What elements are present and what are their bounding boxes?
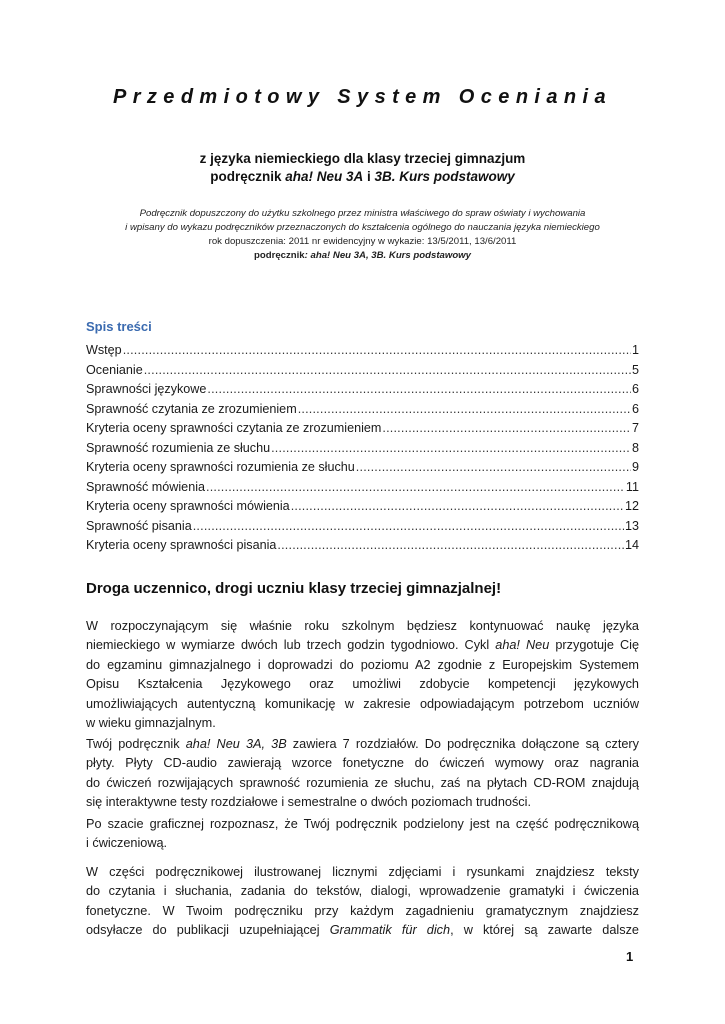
document-subtitle: [0, 150, 725, 186]
text-line: do ćwiczeń rozwijających sprawność rozumienia ze słuchu, zaś na płytach CD-ROM znajdują: [86, 775, 639, 790]
text-span: odsyłacze do publikacji uzupełniającej: [86, 923, 330, 938]
toc-leader-dots: [298, 400, 631, 420]
toc-entry-page[interactable]: 1: [631, 343, 639, 357]
section-heading: Droga uczennico, drogi uczniu klasy trzeciej gimnazjalnej!: [86, 580, 502, 597]
text-span: niemieckiego w wymiarze dwóch lub trzech godzin tygodniowo. Cykl: [86, 638, 496, 653]
toc-entry-page[interactable]: 13: [624, 518, 639, 533]
toc-entry[interactable]: [86, 419, 639, 439]
toc-entry-label[interactable]: Wstęp: [86, 343, 122, 357]
toc-entry[interactable]: [86, 497, 639, 517]
paragraph-structure: [86, 815, 639, 854]
paragraph-textbook: [86, 735, 639, 813]
approval-line-4: [0, 249, 725, 263]
toc-entry[interactable]: [86, 380, 639, 400]
approval-line-2: i wpisany do wykazu podręczników przeznaczonych do kształcenia ogólnego do nauczania języka niemieckiego: [125, 222, 600, 233]
paragraph-intro: [86, 617, 639, 733]
toc-entry-page[interactable]: 5: [631, 362, 639, 377]
toc-leader-dots: [123, 341, 631, 361]
book-title: 3B. Kurs podstawowy: [374, 169, 515, 184]
subtitle-text: i: [363, 169, 375, 184]
text-line: W rozpoczynającym się właśnie roku szkolnym będziesz kontynuować naukę języka: [86, 619, 639, 633]
text-line: umożliwiających autentyczną komunikację w zakresie odpowiadającym potrzebom uczniów: [86, 696, 639, 711]
toc-leader-dots: [277, 536, 624, 556]
toc-leader-dots: [356, 458, 631, 478]
text-line: do czytania i słuchania, zadania do tekstów, dialogi, wprowadzenie gramatyki i ćwiczenia: [86, 884, 639, 899]
book-title: : aha! Neu 3A, 3B. Kurs podstawowy: [304, 250, 471, 261]
book-title: aha! Neu 3A: [285, 169, 364, 184]
text-span: , w której są zawarte dalsze: [450, 923, 639, 938]
page-number: 1: [626, 949, 634, 964]
approval-text: podręcznik: [254, 250, 305, 261]
subtitle-text: podręcznik: [210, 169, 286, 184]
toc-entry[interactable]: [86, 341, 639, 361]
toc-leader-dots: [271, 439, 631, 459]
toc-entry-label[interactable]: Sprawność pisania: [86, 518, 192, 533]
toc-entry[interactable]: [86, 439, 639, 459]
toc-entry-label[interactable]: Ocenianie: [86, 362, 143, 377]
toc-leader-dots: [144, 361, 631, 381]
toc-entry[interactable]: [86, 536, 639, 556]
toc-entry-page[interactable]: 6: [631, 401, 639, 416]
toc-entry[interactable]: [86, 478, 639, 498]
toc-entry[interactable]: [86, 517, 639, 537]
toc-leader-dots: [382, 419, 631, 439]
toc-entry-page[interactable]: 9: [631, 460, 639, 474]
book-title: aha! Neu 3A, 3B: [185, 737, 287, 751]
text-line: się interaktywne testy rozdziałowe i semestralne o dwóch poziomach trudności.: [86, 795, 531, 810]
text-span: Twój podręcznik: [86, 737, 186, 751]
approval-note: [0, 207, 725, 263]
toc-entry-page[interactable]: 8: [631, 440, 639, 455]
table-of-contents: [86, 341, 639, 556]
toc-leader-dots: [207, 380, 631, 400]
text-line: do egzaminu gimnazjalnego i doprowadzi do poziomu A2 zgodnie z Europejskim Systemem: [86, 657, 639, 672]
toc-entry-page[interactable]: 6: [631, 382, 639, 396]
toc-entry-label[interactable]: Sprawność mówienia: [86, 479, 205, 494]
text-line: Po szacie graficznej rozpoznasz, że Twój podręcznik podzielony jest na część podręcznikową: [86, 817, 639, 831]
toc-entry[interactable]: [86, 361, 639, 381]
text-line: [86, 735, 639, 754]
document-title: Przedmiotowy System Oceniania: [112, 86, 613, 108]
text-line: Opisu Kształcenia Językowego oraz umożliwi zdobycie kompetencji językowych: [86, 677, 639, 692]
toc-entry-label[interactable]: Kryteria oceny sprawności czytania ze zrozumieniem: [86, 421, 382, 435]
toc-entry-label[interactable]: Sprawność rozumienia ze słuchu: [86, 440, 271, 455]
paragraph-textbook-part: [86, 863, 639, 941]
toc-entry-page[interactable]: 14: [624, 538, 639, 552]
text-line: płyty. Płyty CD-audio zawierają wzorce fonetyczne do ćwiczeń wymowy oraz nagrania: [86, 756, 639, 771]
toc-entry[interactable]: [86, 400, 639, 420]
text-line: [86, 636, 639, 655]
toc-entry-label[interactable]: Kryteria oceny sprawności rozumienia ze słuchu: [86, 460, 355, 474]
toc-entry[interactable]: [86, 458, 639, 478]
toc-leader-dots: [193, 517, 624, 537]
toc-entry-page[interactable]: 11: [625, 479, 639, 494]
text-line: i ćwiczeniową.: [86, 836, 168, 851]
book-title: Grammatik für dich: [329, 923, 451, 938]
toc-entry-page[interactable]: 12: [624, 499, 639, 513]
approval-line-3: rok dopuszczenia: 2011 nr ewidencyjny w wykazie: 13/5/2011, 13/6/2011: [208, 236, 517, 247]
toc-leader-dots: [206, 478, 625, 498]
toc-entry-page[interactable]: 7: [631, 421, 639, 435]
toc-entry-label[interactable]: Sprawność czytania ze zrozumieniem: [86, 401, 297, 416]
approval-line-1: Podręcznik dopuszczony do użytku szkolnego przez ministra właściwego do spraw oświaty i wychowania: [139, 208, 586, 219]
text-line: fonetyczne. W Twoim podręczniku przy każdym zagadnieniu gramatycznym znajdziesz: [86, 903, 639, 918]
toc-heading: Spis treści: [86, 319, 152, 334]
toc-leader-dots: [291, 497, 624, 517]
subtitle-line-2: [0, 168, 725, 186]
toc-entry-label[interactable]: Kryteria oceny sprawności mówienia: [86, 499, 290, 513]
text-span: zawiera 7 rozdziałów. Do podręcznika dołączone są cztery: [286, 737, 639, 751]
text-span: przygotuje Cię: [549, 638, 639, 653]
text-line: w wieku gimnazjalnym.: [86, 715, 216, 730]
book-title: aha! Neu: [495, 638, 550, 653]
text-line: W części podręcznikowej ilustrowanej licznymi zdjęciami i rysunkami znajdziesz teksty: [86, 865, 639, 879]
toc-entry-label[interactable]: Kryteria oceny sprawności pisania: [86, 538, 277, 552]
toc-entry-label[interactable]: Sprawności językowe: [86, 382, 207, 396]
subtitle-line-1: z języka niemieckiego dla klasy trzeciej gimnazjum: [199, 151, 526, 166]
text-line: [86, 921, 639, 940]
